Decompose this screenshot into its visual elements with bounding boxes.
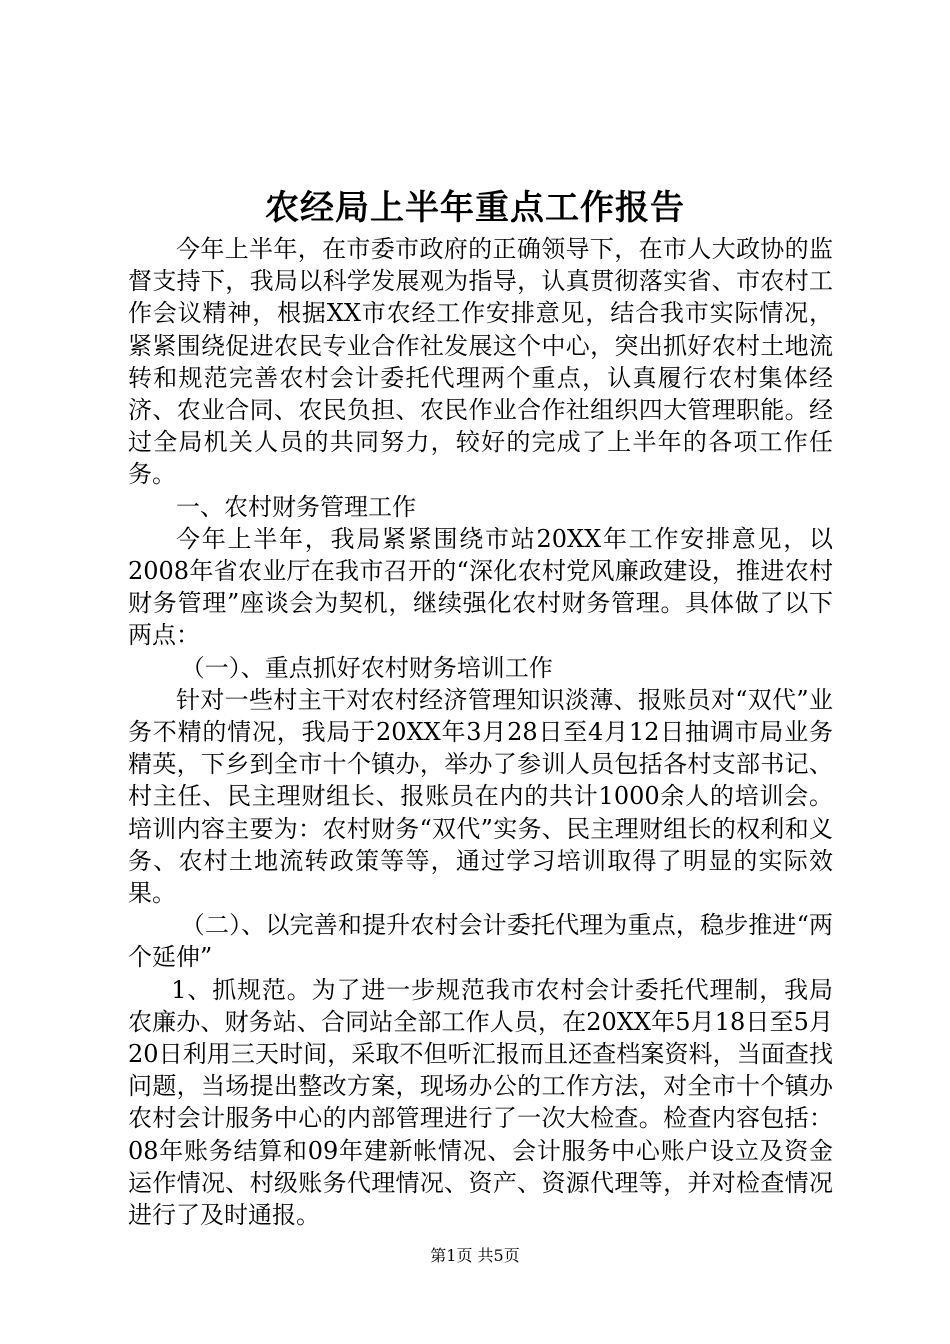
finance-paragraph: 今年上半年，我局紧紧围绕市站20XX年工作安排意见，以2008年省农业厅在我市召开的“深化农村党风廉政建设，推进农村财务管理”座谈会为契机，继续强化农村财务管理。具体做了以下两点： [128, 524, 833, 650]
document-body [128, 233, 833, 1231]
subsection-heading-training: （一）、重点抓好农村财务培训工作 [180, 653, 553, 682]
training-paragraph: 针对一些村主干对农村经济管理知识淡薄、报账员对“双代”业务不精的情况，我局于20XX年3月28日至4月12日抽调市局业务精英，下乡到全市十个镇办，举办了参训人员包括各村支部书记、村主任、民主理财组长、报账员在内的共计1000余人的培训会。培训内容主要为：农村财务“双代”实务、民主理财组长的权利和义务、农村土地流转政策等等，通过学习培训取得了明显的实际效果。 [128, 685, 833, 908]
page-number-footer: 第1页 共5页 [430, 1246, 520, 1265]
subsection-heading-accounting-agency: （二）、以完善和提升农村会计委托代理为重点，稳步推进“两个延伸” [128, 911, 833, 972]
intro-paragraph: 今年上半年，在市委市政府的正确领导下，在市人大政协的监督支持下，我局以科学发展观为指导，认真贯彻落实省、市农村工作会议精神，根据XX市农经工作安排意见，结合我市实际情况，紧紧围绕促进农民专业合作社发展这个中心，突出抓好农村土地流转和规范完善农村会计委托代理两个重点，认真履行农村集体经济、农业合同、农民负担、农民作业合作社组织四大管理职能。经过全局机关人员的共同努力，较好的完成了上半年的各项工作任务。 [128, 235, 833, 489]
section-heading-finance: 一、农村财务管理工作 [176, 492, 416, 521]
standardization-paragraph: 1、抓规范。为了进一步规范我市农村会计委托代理制，我局农廉办、财务站、合同站全部工作人员，在20XX年5月18日至5月20日利用三天时间，采取不但听汇报而且还查档案资料，当面查找问题，当场提出整改方案，现场办公的工作方法，对全市十个镇办农村会计服务中心的内部管理进行了一次大检查。检查内容包括：08年账务结算和09年建新帐情况、会计服务中心账户设立及资金运作情况、村级账务代理情况、资产、资源代理等，并对检查情况进行了及时通报。 [128, 975, 833, 1230]
document-title: 农经局上半年重点工作报告 [265, 188, 685, 228]
